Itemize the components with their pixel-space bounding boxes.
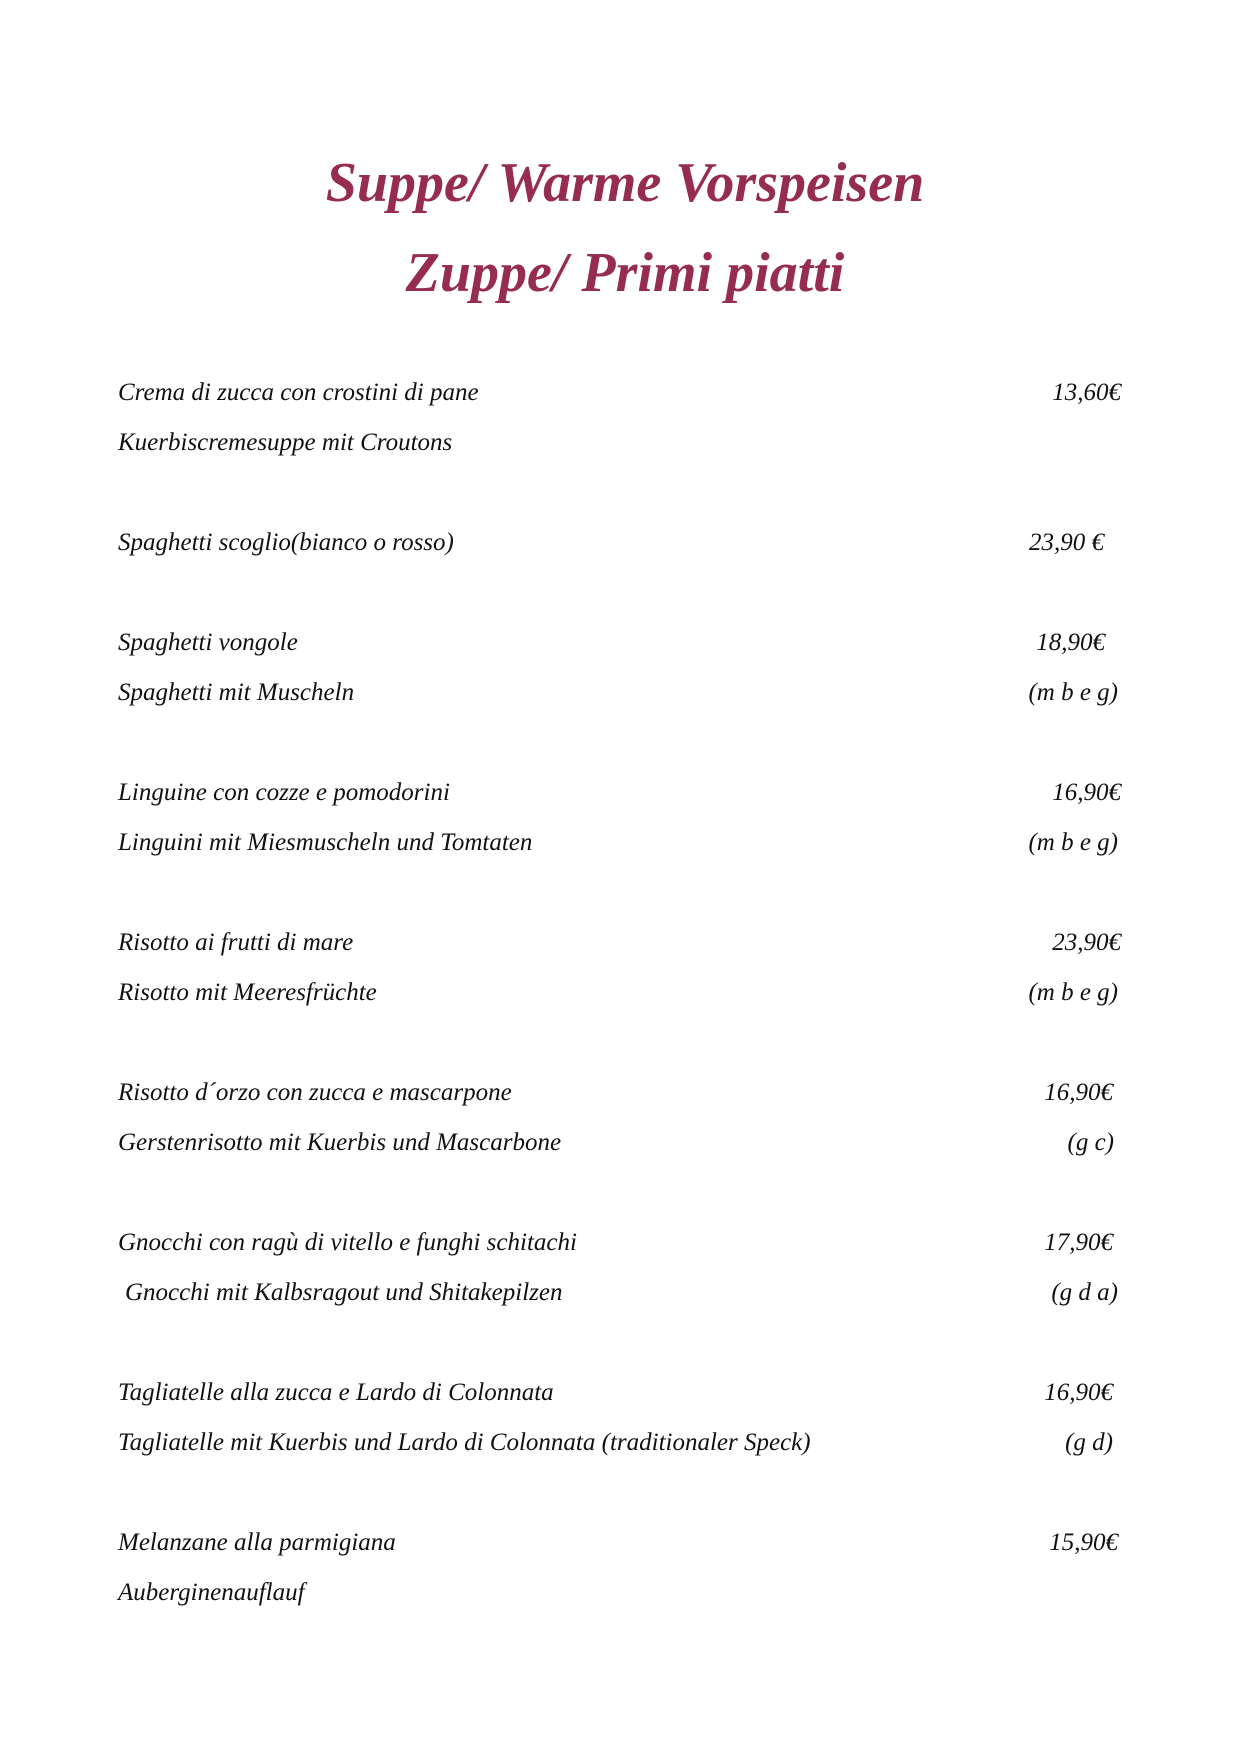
allergen-codes: (g c) xyxy=(1067,1129,1114,1156)
menu-item-german-line xyxy=(118,1426,1118,1460)
menu-item-italian-line xyxy=(118,626,1118,660)
dish-name-german: Gnocchi mit Kalbsragout und Shitakepilzen xyxy=(125,1279,563,1306)
menu-item-german-line xyxy=(118,1126,1118,1160)
dish-name-german: Gerstenrisotto mit Kuerbis und Mascarbone xyxy=(118,1129,562,1156)
dish-name-german: Tagliatelle mit Kuerbis und Lardo di Colonnata (traditionaler Speck) xyxy=(118,1429,811,1456)
allergen-codes: (m b e g) xyxy=(1028,679,1118,706)
dish-name-german: Kuerbiscremesuppe mit Croutons xyxy=(118,429,453,456)
dish-price: 16,90€ xyxy=(1052,779,1121,806)
dish-name-german: Spaghetti mit Muscheln xyxy=(118,679,355,706)
dish-price: 13,60€ xyxy=(1052,379,1121,406)
dish-price: 16,90€ xyxy=(1044,1379,1113,1406)
dish-name-italian: Spaghetti scoglio(bianco o rosso) xyxy=(118,529,454,556)
dish-price: 16,90€ xyxy=(1044,1079,1113,1106)
dish-price: 15,90€ xyxy=(1049,1529,1118,1556)
menu-item-german-line xyxy=(118,1576,1118,1610)
menu-item-italian-line xyxy=(118,1226,1118,1260)
menu-item-italian-line xyxy=(118,526,1118,560)
menu-item-german-line xyxy=(118,426,1118,460)
allergen-codes: (m b e g) xyxy=(1028,979,1118,1006)
dish-name-italian: Melanzane alla parmigiana xyxy=(118,1529,396,1556)
menu-item-italian-line xyxy=(118,376,1121,410)
menu-item-italian-line xyxy=(118,1376,1118,1410)
menu-item-german-line xyxy=(118,976,1118,1010)
dish-price: 23,90 € xyxy=(1029,529,1104,556)
menu-item-german-line xyxy=(118,826,1118,860)
dish-name-italian: Linguine con cozze e pomodorini xyxy=(118,779,450,806)
menu-item-italian-line xyxy=(118,776,1121,810)
dish-price: 23,90€ xyxy=(1052,929,1121,956)
menu-item-german-line xyxy=(125,1276,1125,1310)
dish-name-german: Risotto mit Meeresfrüchte xyxy=(118,979,377,1006)
allergen-codes: (g d) xyxy=(1065,1429,1113,1456)
dish-price: 17,90€ xyxy=(1044,1229,1113,1256)
allergen-codes: (g d a) xyxy=(1051,1279,1118,1306)
dish-name-german: Auberginenauflauf xyxy=(118,1579,305,1606)
dish-name-italian: Risotto ai frutti di mare xyxy=(118,929,354,956)
menu-item-italian-line xyxy=(118,1076,1118,1110)
dish-price: 18,90€ xyxy=(1036,629,1105,656)
page-title-italian: Zuppe/ Primi piatti xyxy=(405,242,845,304)
dish-name-german: Linguini mit Miesmuscheln und Tomtaten xyxy=(118,829,533,856)
dish-name-italian: Spaghetti vongole xyxy=(118,629,298,656)
page-title-german: Suppe/ Warme Vorspeisen xyxy=(325,152,925,214)
dish-name-italian: Risotto d´orzo con zucca e mascarpone xyxy=(118,1079,512,1106)
allergen-codes: (m b e g) xyxy=(1028,829,1118,856)
dish-name-italian: Gnocchi con ragù di vitello e funghi schitachi xyxy=(118,1229,577,1256)
menu-item-italian-line xyxy=(118,926,1121,960)
menu-item-italian-line xyxy=(118,1526,1118,1560)
dish-name-italian: Crema di zucca con crostini di pane xyxy=(118,379,479,406)
dish-name-italian: Tagliatelle alla zucca e Lardo di Colonnata xyxy=(118,1379,554,1406)
menu-item-german-line xyxy=(118,676,1118,710)
